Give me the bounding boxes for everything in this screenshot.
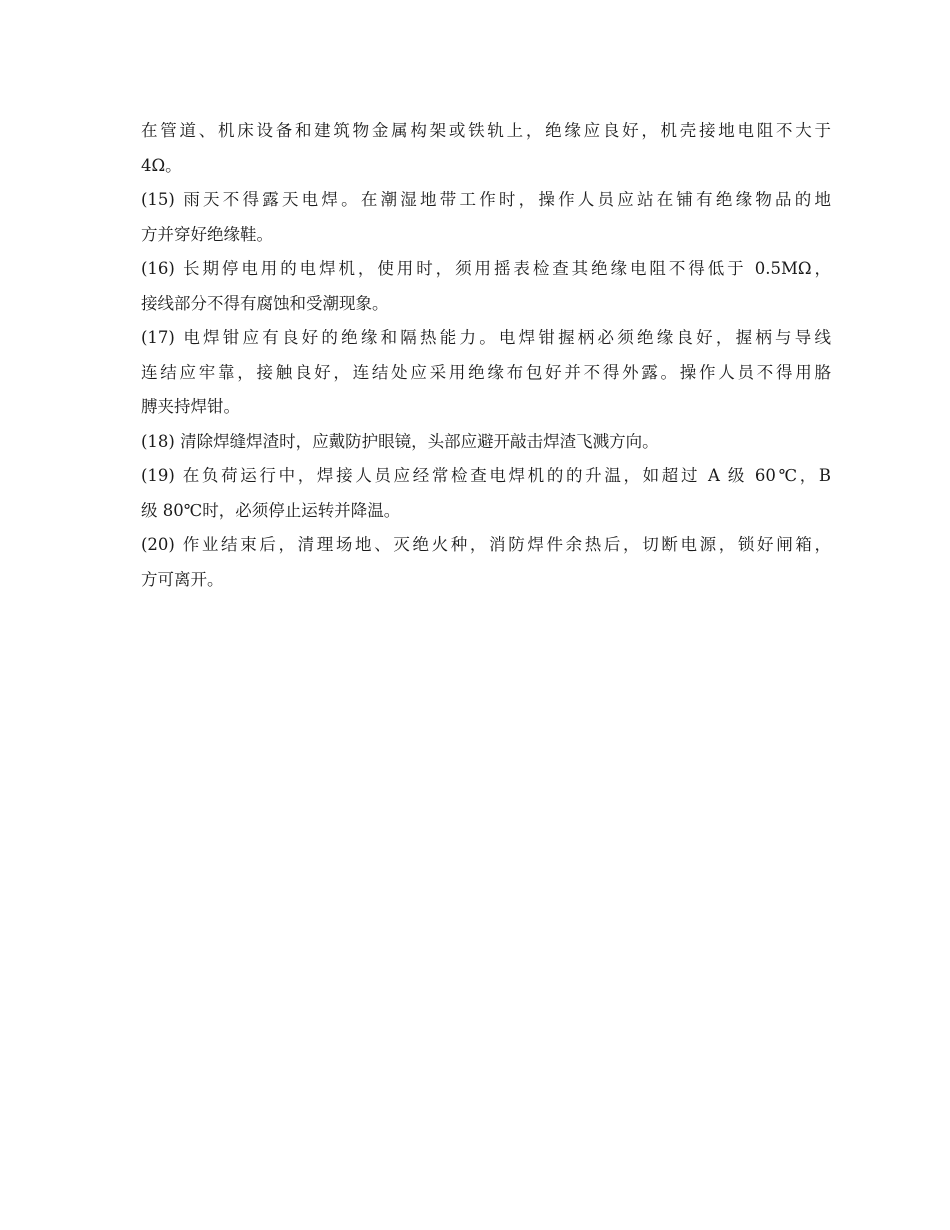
- text-line: 4Ω。: [141, 155, 182, 175]
- text-line: 级 80℃时，必须停止运转并降温。: [141, 500, 401, 520]
- text-line: 方并穿好绝缘鞋。: [141, 224, 273, 244]
- item-18-line: (18) 清除焊缝焊渣时，应戴防护眼镜，头部应避开敲击焊渣飞溅方向。: [141, 431, 659, 451]
- item-19-line: (19) 在负荷运行中，焊接人员应经常检查电焊机的的升温，如超过 A 级 60℃，B: [141, 466, 831, 485]
- text-line: 连结应牢靠，接触良好，连结处应采用绝缘布包好并不得外露。操作人员不得用胳: [141, 362, 831, 382]
- text-line: 接线部分不得有腐蚀和受潮现象。: [141, 293, 389, 313]
- document-body: [141, 114, 831, 597]
- item-17-line: (17) 电焊钳应有良好的绝缘和隔热能力。电焊钳握柄必须绝缘良好，握柄与导线: [141, 328, 831, 347]
- text-line: 在管道、机床设备和建筑物金属构架或铁轨上，绝缘应良好，机壳接地电阻不大于: [141, 121, 831, 140]
- text-line: 膊夹持焊钳。: [141, 397, 240, 416]
- item-15-line: (15) 雨天不得露天电焊。在潮湿地带工作时，操作人员应站在铺有绝缘物品的地: [141, 190, 831, 209]
- item-20-line: (20) 作业结束后，清理场地、灭绝火种，消防焊件余热后，切断电源，锁好闸箱，: [141, 535, 831, 554]
- item-16-line: (16) 长期停电用的电焊机，使用时，须用摇表检查其绝缘电阻不得低于 0.5MΩ，: [141, 259, 831, 278]
- text-line: 方可离开。: [141, 569, 224, 589]
